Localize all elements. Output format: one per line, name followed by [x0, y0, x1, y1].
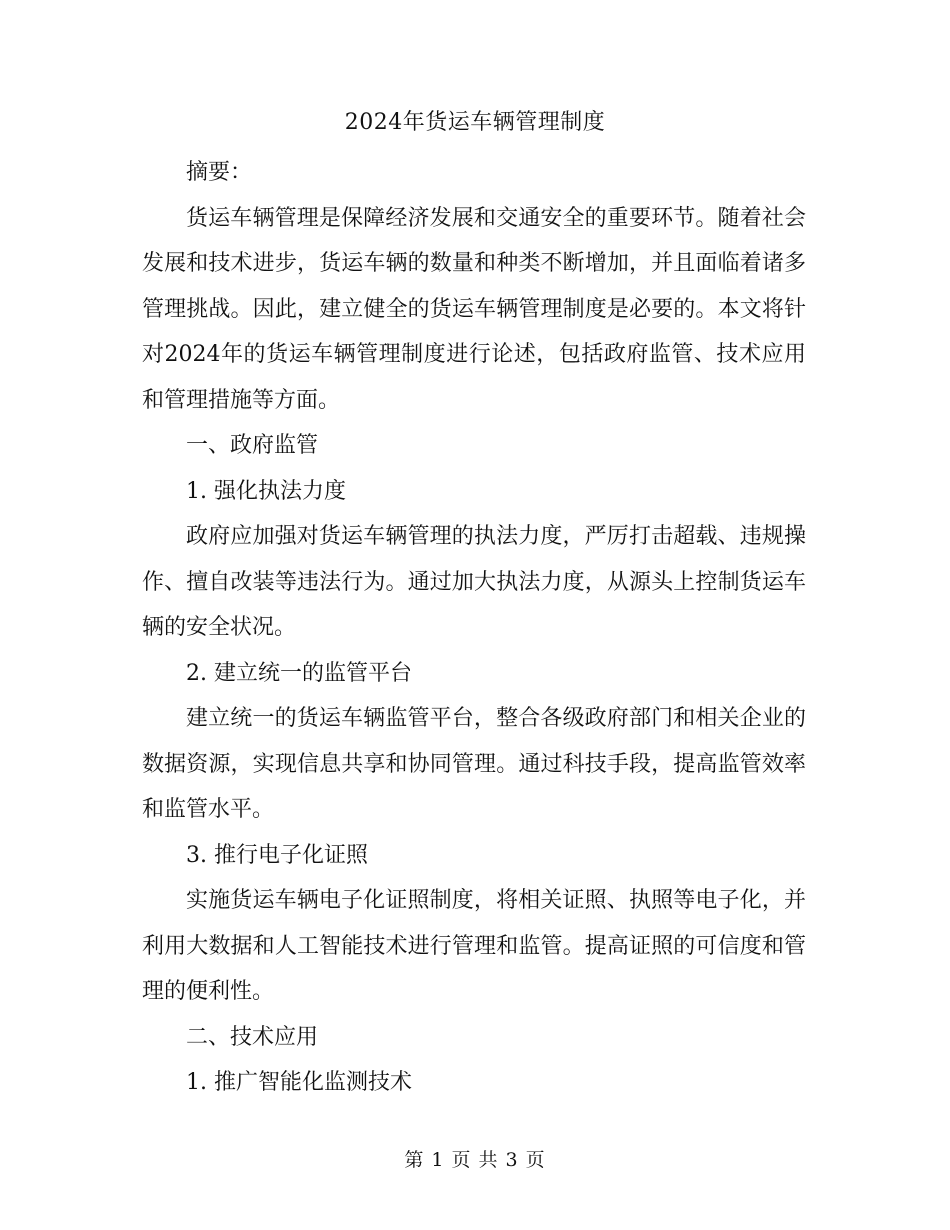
abstract-label: 摘要：	[186, 160, 253, 185]
subheading-supervision-platform: 2. 建立统一的监管平台	[186, 660, 412, 686]
paragraph-supervision-platform: 建立统一的货运车辆监管平台，整合各级政府部门和相关企业的数据资源，实现信息共享和协同管理。通过科技手段，提高监管效率和监管水平。	[142, 706, 806, 822]
section-heading-government-supervision: 一、政府监管	[186, 433, 319, 458]
paragraph-electronic-license: 实施货运车辆电子化证照制度，将相关证照、执照等电子化，并利用大数据和人工智能技术进行管理和监管。提高证照的可信度和管理的便利性。	[142, 888, 806, 1004]
paragraph-enforcement: 政府应加强对货运车辆管理的执法力度，严厉打击超载、违规操作、擅自改装等违法行为。通过加大执法力度，从源头上控制货运车辆的安全状况。	[142, 524, 806, 640]
section-heading-technology-application: 二、技术应用	[186, 1024, 319, 1050]
document-body	[142, 150, 806, 1106]
document-title: 2024年货运车辆管理制度	[344, 110, 606, 135]
subheading-enforcement: 1. 强化执法力度	[186, 478, 346, 504]
subheading-intelligent-monitoring: 1. 推广智能化监测技术	[186, 1070, 412, 1095]
abstract-paragraph: 货运车辆管理是保障经济发展和交通安全的重要环节。随着社会发展和技术进步，货运车辆的数量和种类不断增加，并且面临着诸多管理挑战。因此，建立健全的货运车辆管理制度是必要的。本文将针对2024年的货运车辆管理制度进行论述，包括政府监管、技术应用和管理措施等方面。	[142, 205, 806, 413]
subheading-electronic-license: 3. 推行电子化证照	[186, 842, 368, 868]
page-number-footer: 第 1 页 共 3 页	[404, 1149, 546, 1171]
